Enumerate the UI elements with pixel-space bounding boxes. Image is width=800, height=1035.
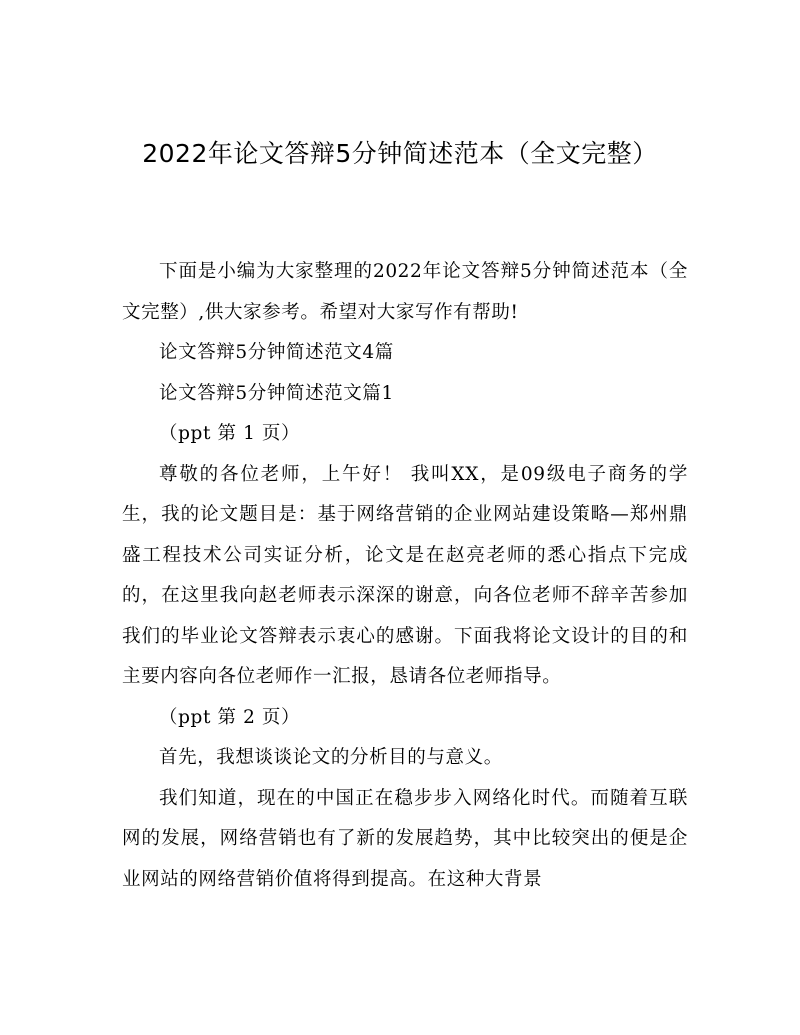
section-heading: 论文答辩5分钟简述范文篇1 — [159, 382, 394, 404]
document-body — [122, 252, 688, 900]
body-paragraph: 首先，我想谈谈论文的分析目的与意义。 — [159, 747, 503, 768]
subtitle-paragraph: 论文答辩5分钟简述范文4篇 — [159, 342, 394, 363]
slide-marker: （ppt 第 1 页） — [159, 423, 301, 444]
intro-paragraph: 下面是小编为大家整理的2022年论文答辩5分钟简述范本（全文完整）,供大家参考。希望对大家写作有帮助! — [122, 261, 688, 323]
document-title: 2022年论文答辩5分钟简述范本（全文完整） — [142, 139, 658, 168]
body-paragraph: 我们知道，现在的中国正在稳步步入网络化时代。而随着互联网的发展，网络营销也有了新的发展趋势，其中比较突出的便是企业网站的网络营销价值将得到提高。在这种大背景 — [122, 787, 688, 890]
slide-marker: （ppt 第 2 页） — [159, 706, 301, 728]
body-paragraph: 尊敬的各位老师，上午好！ 我叫XX，是09级电子商务的学生，我的论文题目是：基于网络营销的企业网站建设策略—郑州鼎盛工程技术公司实证分析，论文是在赵亮老师的悉心指点下完成的，在这里我向赵老师表示深深的谢意，向各位老师不辞辛苦参加我们的毕业论文答辩表示衷心的感谢。下面我将论文设计的目的和主要内容向各位老师作一汇报，恳请各位老师指导。 — [122, 463, 688, 687]
